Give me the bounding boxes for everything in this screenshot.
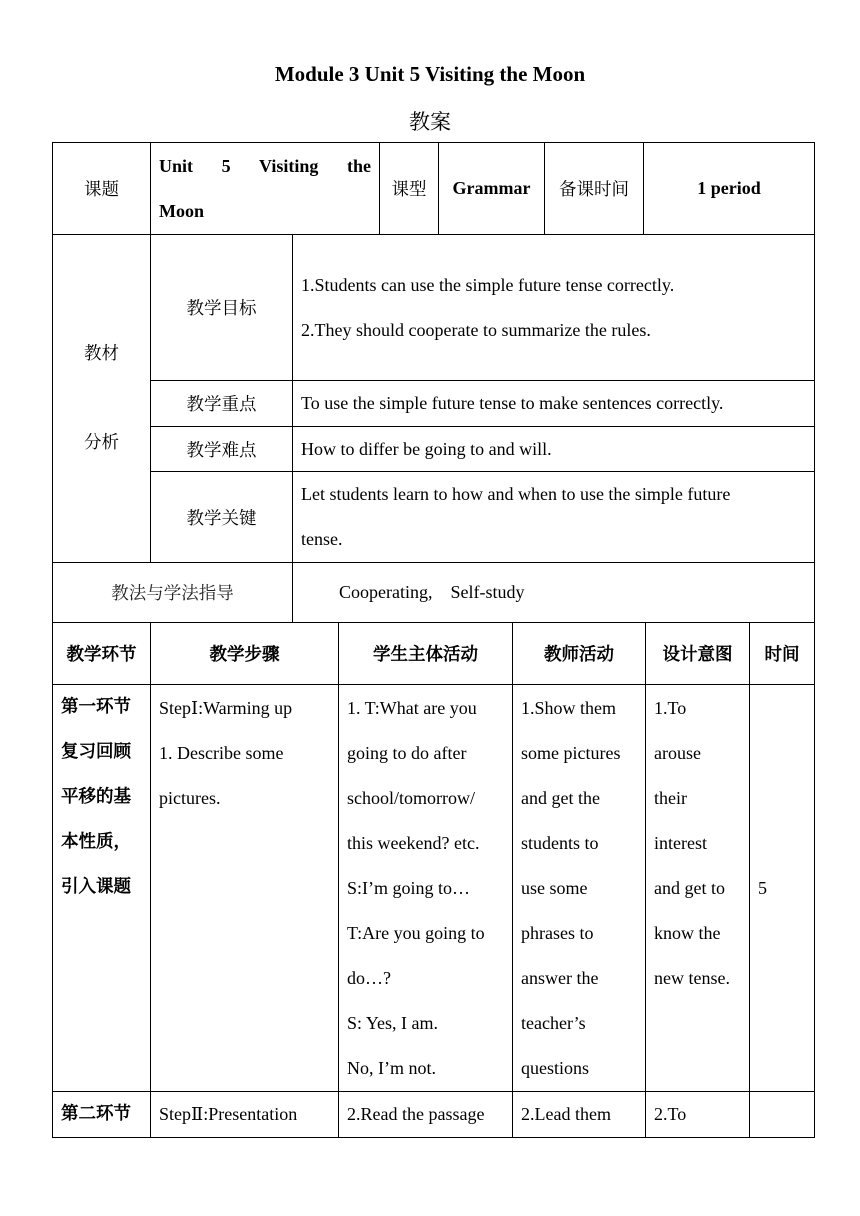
difficulties-label: 教学难点 bbox=[151, 427, 293, 472]
key-line: Let students learn to how and when to use the simple future bbox=[301, 484, 731, 504]
intent-line: know the bbox=[654, 923, 721, 943]
stage2-label: 第二环节 bbox=[53, 1092, 151, 1138]
stage1-time: 5 bbox=[750, 685, 815, 1092]
intent-line: new tense. bbox=[654, 968, 730, 988]
table-row bbox=[53, 685, 815, 1092]
topic-value-line2: Moon bbox=[159, 200, 204, 221]
stage1-line: 平移的基 bbox=[61, 787, 131, 807]
student-line: S: Yes, I am. bbox=[347, 1013, 439, 1033]
teaching-process-table bbox=[52, 622, 815, 1138]
steps-line: pictures. bbox=[159, 788, 221, 808]
student-line: S:I’m going to… bbox=[347, 878, 471, 898]
teacher-line: some pictures bbox=[521, 743, 621, 763]
topic-value bbox=[151, 143, 380, 235]
header-stage: 教学环节 bbox=[53, 623, 151, 685]
material-label-1: 教材 bbox=[84, 343, 119, 364]
intent-line: and get to bbox=[654, 878, 725, 898]
student-line: 1. T:What are you bbox=[347, 698, 477, 718]
key-points-value: To use the simple future tense to make sentences correctly. bbox=[293, 381, 815, 427]
intent-line: arouse bbox=[654, 743, 701, 763]
teacher-line: answer the bbox=[521, 968, 599, 988]
objective-item: 1.Students can use the simple future tense correctly. bbox=[301, 274, 675, 295]
student-line: T:Are you going to bbox=[347, 923, 485, 943]
teacher-line: and get the bbox=[521, 788, 600, 808]
header-time: 时间 bbox=[750, 623, 815, 685]
teacher-line: questions bbox=[521, 1058, 590, 1078]
intent-line: 1.To bbox=[654, 698, 687, 718]
stage1-line: 复习回顾 bbox=[61, 742, 131, 762]
intent-line: their bbox=[654, 788, 687, 808]
lesson-info-table bbox=[52, 142, 815, 623]
key-line: tense. bbox=[301, 529, 343, 549]
header-steps: 教学步骤 bbox=[151, 623, 339, 685]
key-points-label: 教学重点 bbox=[151, 381, 293, 427]
intent-line: interest bbox=[654, 833, 707, 853]
stage2-student-activity: 2.Read the passage bbox=[339, 1092, 513, 1138]
student-line: No, I’m not. bbox=[347, 1058, 436, 1078]
table-row bbox=[53, 1092, 815, 1138]
student-line: school/tomorrow/ bbox=[347, 788, 475, 808]
stage2-time bbox=[750, 1092, 815, 1138]
header-teacher-activity: 教师活动 bbox=[513, 623, 646, 685]
topic-value-line1: Unit 5 Visiting the bbox=[159, 155, 371, 176]
prep-time-label: 备课时间 bbox=[545, 143, 644, 235]
methods-label: 教法与学法指导 bbox=[53, 563, 293, 623]
methods-value: Cooperating, Self-study bbox=[293, 563, 815, 623]
stage2-steps: StepⅡ:Presentation bbox=[151, 1092, 339, 1138]
stage1-student-activity bbox=[339, 685, 513, 1092]
stage1-design-intent bbox=[646, 685, 750, 1092]
material-analysis-label bbox=[53, 235, 151, 563]
teacher-line: 1.Show them bbox=[521, 698, 617, 718]
stage1-line: 第一环节 bbox=[61, 697, 131, 717]
objective-item: 2.They should cooperate to summarize the rules. bbox=[301, 319, 651, 340]
document-title: Module 3 Unit 5 Visiting the Moon bbox=[274, 62, 586, 86]
student-line: this weekend? etc. bbox=[347, 833, 480, 853]
teacher-line: phrases to bbox=[521, 923, 594, 943]
teacher-line: teacher’s bbox=[521, 1013, 586, 1033]
teacher-line: students to bbox=[521, 833, 599, 853]
stage2-design-intent: 2.To bbox=[646, 1092, 750, 1138]
topic-label: 课题 bbox=[53, 143, 151, 235]
objectives-value bbox=[293, 235, 815, 381]
process-header-row bbox=[53, 623, 815, 685]
prep-time-value: 1 period bbox=[644, 143, 815, 235]
student-line: going to do after bbox=[347, 743, 467, 763]
material-label-2: 分析 bbox=[84, 432, 119, 453]
student-line: do…? bbox=[347, 968, 391, 988]
stage1-steps bbox=[151, 685, 339, 1092]
stage1-line: 引入课题 bbox=[61, 877, 131, 897]
type-value: Grammar bbox=[439, 143, 545, 235]
key-label: 教学关键 bbox=[151, 472, 293, 563]
objectives-label: 教学目标 bbox=[151, 235, 293, 381]
steps-line: 1. Describe some bbox=[159, 743, 284, 763]
difficulties-value: How to differ be going to and will. bbox=[293, 427, 815, 472]
teacher-line: use some bbox=[521, 878, 588, 898]
header-student-activity: 学生主体活动 bbox=[339, 623, 513, 685]
type-label: 课型 bbox=[380, 143, 439, 235]
stage1-label bbox=[53, 685, 151, 1092]
stage2-teacher-activity: 2.Lead them bbox=[513, 1092, 646, 1138]
steps-line: StepⅠ:Warming up bbox=[159, 698, 293, 718]
stage1-line: 本性质， bbox=[61, 832, 131, 852]
key-value bbox=[293, 472, 815, 563]
document-subtitle: 教案 bbox=[409, 110, 451, 134]
header-design-intent: 设计意图 bbox=[646, 623, 750, 685]
stage1-teacher-activity bbox=[513, 685, 646, 1092]
